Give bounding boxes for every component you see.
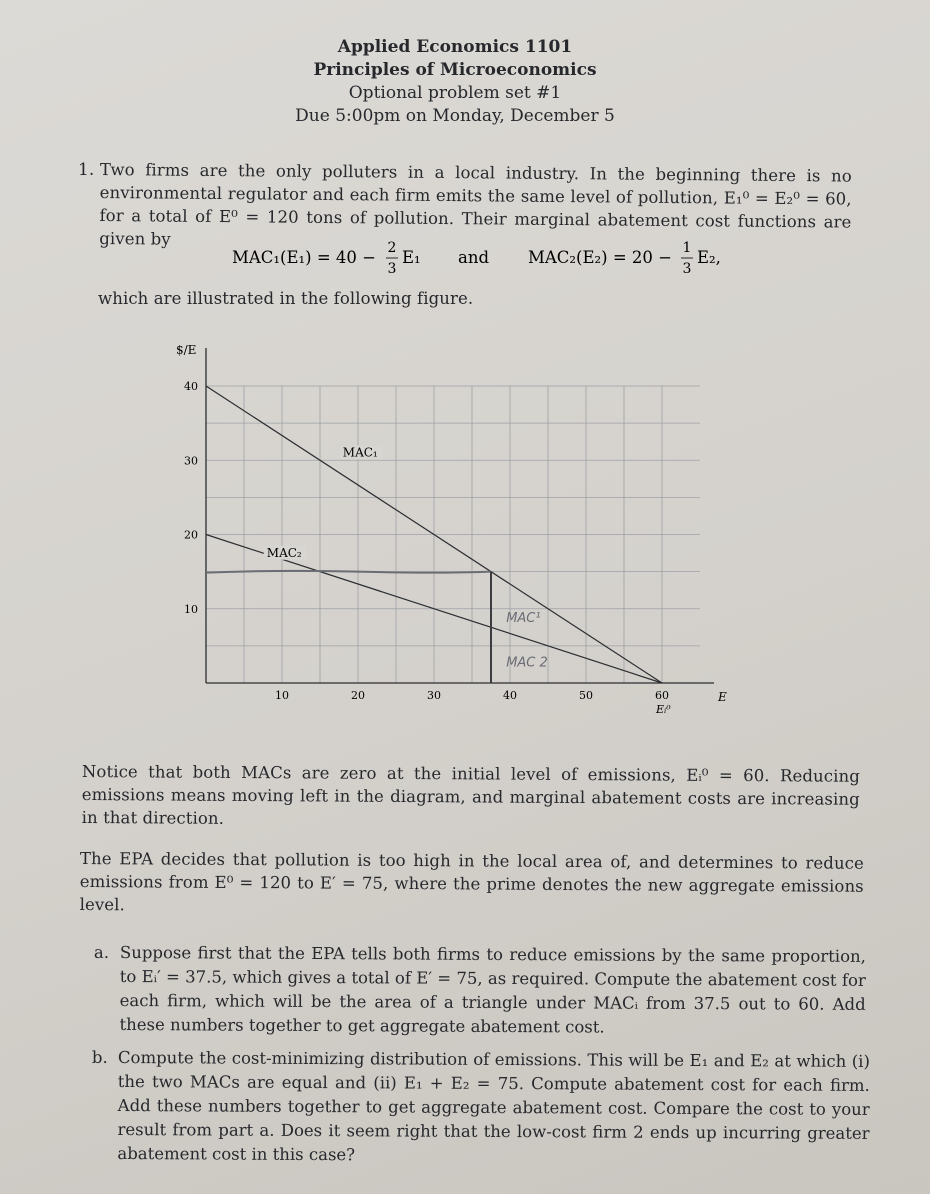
part-b <box>91 1046 870 1170</box>
mac1-fraction-denominator: 3 <box>387 261 397 277</box>
tick-labels <box>184 380 669 702</box>
epa-paragraph: The EPA decides that pollution is too high in the local area of, and determines to reduce emissions from E⁰ = 120 to E′ = 75, where the prime denotes the new aggregate emissions level. <box>79 848 864 915</box>
mac1-equation-lhs: MAC₁(E₁) = 40 − <box>232 248 376 267</box>
course-subtitle: Principles of Microeconomics <box>313 60 597 80</box>
y-tick-label: 30 <box>184 454 198 468</box>
question-intro: Two firms are the only polluters in a local industry. In the beginning there is no environmental regulator and each firm emits the same level of pollution, E₁⁰ = E₂⁰ = 60, for a total of E⁰ = 120 tons of pollution. Their marginal abatement cost functions are given by <box>99 159 852 249</box>
mac2-fraction-denominator: 3 <box>682 261 692 277</box>
mac-equations <box>0 240 930 280</box>
handwritten-horizontal-line <box>206 571 491 573</box>
y-axis-label: $/E <box>176 343 197 357</box>
series-label: MAC₁ <box>342 445 378 460</box>
y-tick-label: 40 <box>184 380 198 393</box>
x-axis-label: E <box>718 690 727 704</box>
y-tick-label: 20 <box>184 528 198 542</box>
x-tick-label: 50 <box>579 689 593 702</box>
document-header <box>0 36 910 128</box>
question-number: 1. <box>78 160 95 180</box>
notice-paragraph: Notice that both MACs are zero at the initial level of emissions, Eᵢ⁰ = 60. Reducing emissions means moving left in the diagram, and marginal abatement costs are increasing in that direction. <box>81 761 860 828</box>
part-a <box>93 941 866 1041</box>
mac2-equation-lhs: MAC₂(E₂) = 20 − <box>528 248 672 267</box>
x-tick-label: 10 <box>275 689 289 702</box>
handwritten-label-mac1: MAC¹ <box>506 611 541 627</box>
mac1-equation-variable: E₁ <box>402 248 421 267</box>
part-b-label: b. <box>91 1047 108 1067</box>
handwritten-annotations <box>206 571 548 683</box>
due-date: Due 5:00pm on Monday, December 5 <box>295 106 615 126</box>
x-tick-label: 60 <box>655 689 669 702</box>
mac2-fraction-numerator: 1 <box>682 240 692 256</box>
x-tick-label: 20 <box>351 689 365 702</box>
x-tick-label: 30 <box>427 689 441 702</box>
part-a-label: a. <box>93 942 110 962</box>
x-initial-emissions-label: Eᵢ⁰ <box>656 703 671 716</box>
course-title: Applied Economics 1101 <box>337 37 573 57</box>
part-b-text: Compute the cost-minimizing distribution of emissions. This will be E₁ and E₂ at which (i) the two MACs are equal and (ii) E₁ + E₂ = 75. Compute abatement cost for each firm. Add these numbers together to get aggregate abatement cost. Compare the cost to your result from part a. Does it seem right that the low-cost firm 2 ends up incurring greater abatement cost in this case? <box>117 1048 870 1165</box>
mac2-equation-variable: E₂, <box>697 248 721 267</box>
figure-intro: which are illustrated in the following figure. <box>98 289 474 308</box>
problem-set-title: Optional problem set #1 <box>348 83 562 103</box>
mac-chart <box>0 330 930 750</box>
equation-connector: and <box>458 248 490 267</box>
x-tick-label: 40 <box>503 689 517 702</box>
y-tick-label: 10 <box>184 602 198 616</box>
series-label: MAC₂ <box>266 545 302 560</box>
part-a-text: Suppose first that the EPA tells both firms to reduce emissions by the same proportion, to Eᵢ′ = 37.5, which gives a total of E′ = 75, as required. Compute the abatement cost for each firm, which will be the area of a triangle under MACᵢ from 37.5 out to 60. Add these numbers together to get aggregate abatement cost. <box>119 943 866 1037</box>
chart-grid <box>206 386 700 683</box>
mac1-fraction-numerator: 2 <box>387 240 397 256</box>
handwritten-label-mac2: MAC 2 <box>506 655 548 671</box>
